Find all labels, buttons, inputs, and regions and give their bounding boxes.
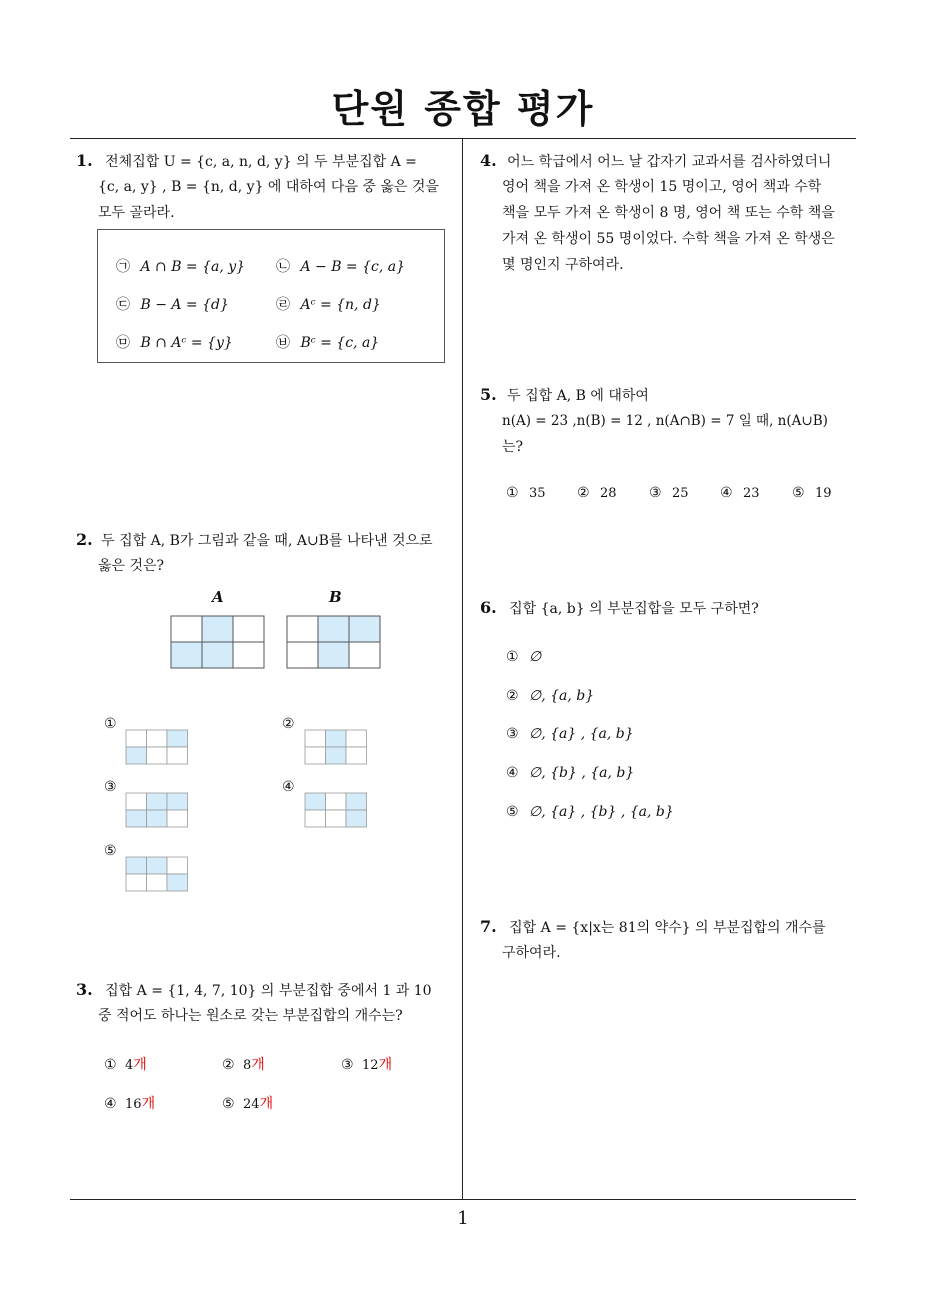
grid-cell-shaded <box>167 874 188 891</box>
question-5 <box>480 382 860 409</box>
option-mark: ④ <box>506 765 519 781</box>
option-unit: 개 <box>378 1057 393 1073</box>
option-row <box>116 294 229 314</box>
grid-cell-shaded <box>346 793 367 810</box>
question-3 <box>76 977 458 1004</box>
option-unit: 개 <box>259 1096 274 1112</box>
question-2 <box>76 527 458 554</box>
option-row <box>506 485 546 501</box>
grid-cell-shaded <box>326 747 347 764</box>
option-text: B − A = {d} <box>140 297 229 313</box>
option-value: 28 <box>600 486 617 501</box>
option-mark: ③ <box>341 1057 354 1073</box>
grid-cell-shaded <box>147 793 168 810</box>
option-mark: ② <box>577 485 590 501</box>
grid-cell <box>147 747 168 764</box>
grid-cell <box>287 616 318 642</box>
option-mark: ⑤ <box>506 804 519 820</box>
top-divider <box>70 138 856 139</box>
grid-cell <box>167 857 188 874</box>
grid-cell-shaded <box>202 642 233 668</box>
option-mark: ① <box>104 1057 117 1073</box>
grid-cell <box>305 810 326 827</box>
grid-cell-shaded <box>318 642 349 668</box>
grid-cell <box>147 874 168 891</box>
grid-cell-shaded <box>126 810 147 827</box>
grid-cell <box>305 747 326 764</box>
option-row <box>276 294 381 314</box>
option-row <box>341 1054 392 1074</box>
grid-cell <box>305 730 326 747</box>
option-3-grid <box>126 793 188 828</box>
question-4 <box>480 148 860 175</box>
option-text: ∅, {a} , {a, b} <box>529 726 634 742</box>
option-text: A − B = {c, a} <box>300 259 406 275</box>
grid-cell <box>287 642 318 668</box>
option-5-grid <box>126 857 188 892</box>
option-text: Bᶜ = {c, a} <box>300 335 380 351</box>
grid-cell <box>326 793 347 810</box>
question-text-line: 두 집합 A, B가 그림과 같을 때, A∪B를 나타낸 것으로 <box>101 533 433 549</box>
option-row <box>720 485 760 501</box>
option-mark: ④ <box>282 779 295 795</box>
option-mark: ③ <box>506 726 519 742</box>
question-text-line: 두 집합 A, B 에 대하여 <box>507 388 649 404</box>
option-value: 16 <box>125 1097 142 1112</box>
question-number: 7. <box>480 917 497 936</box>
option-mark: ① <box>104 716 117 732</box>
grid-cell-shaded <box>318 616 349 642</box>
option-row <box>104 1093 155 1113</box>
question-number: 1. <box>76 151 93 170</box>
grid-cell-shaded <box>305 793 326 810</box>
option-value: 24 <box>243 1097 260 1112</box>
grid-cell <box>326 810 347 827</box>
option-row <box>792 485 832 501</box>
question-1 <box>76 148 458 175</box>
question-text-line: 는? <box>502 439 524 455</box>
question-number: 3. <box>76 980 93 999</box>
grid-cell <box>167 747 188 764</box>
question-text-line: 어느 학급에서 어느 날 갑자기 교과서를 검사하였더니 <box>507 154 832 170</box>
option-row <box>506 649 541 665</box>
page-title: 단원 종합 평가 <box>331 87 595 131</box>
option-text: ∅, {b} , {a, b} <box>529 765 635 781</box>
question-number: 5. <box>480 385 497 404</box>
question-number: 2. <box>76 530 93 549</box>
question-text-line: 영어 책을 가져 온 학생이 15 명이고, 영어 책과 수학 <box>502 179 822 195</box>
question-text-line: 집합 A = {1, 4, 7, 10} 의 부분집합 중에서 1 과 10 <box>105 983 432 999</box>
grid-cell-shaded <box>147 810 168 827</box>
page-number: 1 <box>457 1208 469 1229</box>
grid-cell <box>233 616 264 642</box>
question-text-line: 모두 골라라. <box>98 205 175 221</box>
grid-cell <box>147 730 168 747</box>
set-b-grid <box>287 616 382 669</box>
question-6 <box>480 595 860 622</box>
option-value: 23 <box>743 486 760 501</box>
option-mark: ① <box>506 649 519 665</box>
option-mark: ⑤ <box>104 843 117 859</box>
grid-cell-shaded <box>167 730 188 747</box>
option-unit: 개 <box>133 1057 147 1073</box>
question-text-line: 중 적어도 하나는 원소로 갖는 부분집합의 개수는? <box>98 1008 403 1024</box>
option-unit: 개 <box>141 1096 156 1112</box>
option-value: 8 <box>243 1058 252 1073</box>
option-row <box>104 1054 147 1074</box>
grid-cell-shaded <box>167 793 188 810</box>
option-mark: ② <box>282 716 295 732</box>
option-mark: ② <box>506 688 519 704</box>
option-mark: ① <box>506 485 519 501</box>
grid-cell <box>126 730 147 747</box>
grid-cell-shaded <box>126 747 147 764</box>
option-row <box>276 332 379 352</box>
option-unit: 개 <box>251 1057 265 1073</box>
option-row <box>506 726 634 742</box>
option-mark: ㉥ <box>276 335 290 351</box>
option-mark: ⑤ <box>222 1096 235 1112</box>
option-mark: ⑤ <box>792 485 805 501</box>
option-1-grid <box>126 730 188 765</box>
question-text-line: 몇 명인지 구하여라. <box>502 257 624 273</box>
grid-cell-shaded <box>126 857 147 874</box>
grid-label-b: B <box>329 588 342 606</box>
grid-cell-shaded <box>202 616 233 642</box>
column-divider <box>462 138 463 1200</box>
grid-cell-shaded <box>326 730 347 747</box>
grid-cell <box>126 874 147 891</box>
question-text-line: 전체집합 U = {c, a, n, d, y} 의 두 부분집합 A = <box>105 154 417 170</box>
set-a-grid <box>171 616 266 669</box>
option-text: ∅, {a} , {b} , {a, b} <box>529 804 674 820</box>
option-row <box>116 256 245 276</box>
option-row <box>222 1093 273 1113</box>
option-mark: ㉠ <box>116 259 130 275</box>
question-text-line: n(A) = 23 ,n(B) = 12 , n(A∩B) = 7 일 때, n(A∪B) <box>502 413 828 429</box>
option-row <box>506 688 594 704</box>
option-row <box>276 256 405 276</box>
grid-cell <box>349 642 380 668</box>
option-mark: ② <box>222 1057 235 1073</box>
question-7 <box>480 914 860 941</box>
option-text: ∅ <box>529 649 542 665</box>
grid-cell-shaded <box>171 642 202 668</box>
question-number: 4. <box>480 151 497 170</box>
option-text: ∅, {a, b} <box>529 688 595 704</box>
option-row <box>506 765 634 781</box>
option-mark: ③ <box>104 779 117 795</box>
question-text-line: 책을 모두 가져 온 학생이 8 명, 영어 책 또는 수학 책을 <box>502 205 835 221</box>
option-4-grid <box>305 793 367 828</box>
option-value: 4 <box>125 1058 134 1073</box>
option-text: A ∩ B = {a, y} <box>140 259 246 275</box>
grid-cell-shaded <box>349 616 380 642</box>
question-number: 6. <box>480 598 497 617</box>
question-text-line: 집합 {a, b} 의 부분집합을 모두 구하면? <box>509 601 759 617</box>
bottom-divider <box>70 1199 856 1200</box>
option-row <box>116 332 233 352</box>
option-value: 12 <box>362 1058 379 1073</box>
grid-label-a: A <box>212 588 224 606</box>
grid-cell <box>171 616 202 642</box>
question-text-line: 가져 온 학생이 55 명이었다. 수학 책을 가져 온 학생은 <box>502 231 835 247</box>
grid-cell <box>346 730 367 747</box>
grid-cell-shaded <box>346 810 367 827</box>
option-text: B ∩ Aᶜ = {y} <box>140 335 233 351</box>
option-value: 19 <box>815 486 832 501</box>
option-row <box>577 485 617 501</box>
option-row <box>222 1054 265 1074</box>
option-mark: ④ <box>104 1096 117 1112</box>
grid-cell <box>126 793 147 810</box>
grid-cell <box>346 747 367 764</box>
question-text-line: 구하여라. <box>502 945 561 961</box>
option-mark: ④ <box>720 485 733 501</box>
option-mark: ㉡ <box>276 259 290 275</box>
option-mark: ㉣ <box>276 297 290 313</box>
question-text-line: {c, a, y} , B = {n, d, y} 에 대하여 다음 중 옳은 것을 <box>98 179 439 195</box>
grid-cell <box>233 642 264 668</box>
option-mark: ㉢ <box>116 297 130 313</box>
option-mark: ㉤ <box>116 335 130 351</box>
option-2-grid <box>305 730 367 765</box>
option-text: Aᶜ = {n, d} <box>300 297 381 313</box>
option-value: 35 <box>529 486 546 501</box>
grid-cell-shaded <box>147 857 168 874</box>
question-text-line: 집합 A = {x|x는 81의 약수} 의 부분집합의 개수를 <box>509 920 826 936</box>
option-value: 25 <box>672 486 689 501</box>
option-mark: ③ <box>649 485 662 501</box>
option-row <box>506 804 674 820</box>
question-text-line: 옳은 것은? <box>98 558 165 574</box>
grid-cell <box>167 810 188 827</box>
option-row <box>649 485 689 501</box>
